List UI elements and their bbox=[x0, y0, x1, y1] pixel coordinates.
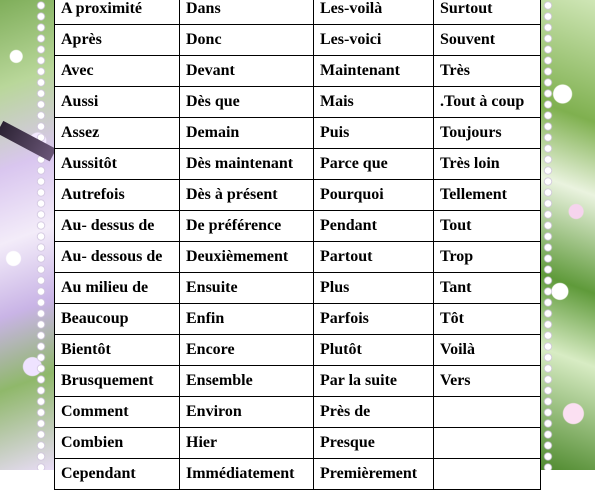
word-cell: Aussi bbox=[55, 87, 180, 118]
word-cell: Enfin bbox=[180, 304, 314, 335]
word-cell: Dans bbox=[180, 0, 314, 25]
word-cell: Pourquoi bbox=[314, 180, 434, 211]
word-cell: Puis bbox=[314, 118, 434, 149]
word-cell: Plutôt bbox=[314, 335, 434, 366]
word-cell: Tant bbox=[434, 273, 541, 304]
table-row bbox=[55, 304, 541, 335]
table-row bbox=[55, 118, 541, 149]
word-cell: Demain bbox=[180, 118, 314, 149]
word-cell: Surtout bbox=[434, 0, 541, 25]
table-row bbox=[55, 397, 541, 428]
word-cell: Beaucoup bbox=[55, 304, 180, 335]
word-cell: Au- dessus de bbox=[55, 211, 180, 242]
word-cell: Parce que bbox=[314, 149, 434, 180]
word-cell: Mais bbox=[314, 87, 434, 118]
word-cell: Premièrement bbox=[314, 459, 434, 490]
word-cell bbox=[434, 397, 541, 428]
table-row bbox=[55, 180, 541, 211]
word-cell: Encore bbox=[180, 335, 314, 366]
table-row bbox=[55, 149, 541, 180]
word-cell: Très loin bbox=[434, 149, 541, 180]
word-cell: Tout bbox=[434, 211, 541, 242]
table-row bbox=[55, 0, 541, 25]
table-row bbox=[55, 211, 541, 242]
word-cell: A proximité bbox=[55, 0, 180, 25]
word-cell: Combien bbox=[55, 428, 180, 459]
word-cell: Dès que bbox=[180, 87, 314, 118]
word-cell: Parfois bbox=[314, 304, 434, 335]
bead-string-decoration bbox=[543, 0, 553, 470]
word-cell: Bientôt bbox=[55, 335, 180, 366]
word-cell: Au- dessous de bbox=[55, 242, 180, 273]
word-cell: Aussitôt bbox=[55, 149, 180, 180]
word-cell: Près de bbox=[314, 397, 434, 428]
word-table bbox=[54, 0, 541, 490]
table-row bbox=[55, 335, 541, 366]
word-cell: Voilà bbox=[434, 335, 541, 366]
word-cell: Tellement bbox=[434, 180, 541, 211]
word-cell: Dès à présent bbox=[180, 180, 314, 211]
word-cell: Par la suite bbox=[314, 366, 434, 397]
bead-string-decoration bbox=[36, 0, 46, 470]
floral-border-left bbox=[0, 0, 54, 470]
word-cell: Ensemble bbox=[180, 366, 314, 397]
word-cell: Pendant bbox=[314, 211, 434, 242]
word-cell: Assez bbox=[55, 118, 180, 149]
table-row bbox=[55, 459, 541, 490]
word-cell: Autrefois bbox=[55, 180, 180, 211]
word-cell: Devant bbox=[180, 56, 314, 87]
word-cell: Trop bbox=[434, 242, 541, 273]
word-cell: Donc bbox=[180, 25, 314, 56]
table-row bbox=[55, 87, 541, 118]
word-cell bbox=[434, 428, 541, 459]
word-cell: Comment bbox=[55, 397, 180, 428]
word-cell: De préférence bbox=[180, 211, 314, 242]
word-cell: Les-voici bbox=[314, 25, 434, 56]
table-row bbox=[55, 242, 541, 273]
word-cell: Presque bbox=[314, 428, 434, 459]
word-cell: Les-voilà bbox=[314, 0, 434, 25]
word-cell: Avec bbox=[55, 56, 180, 87]
word-cell: Très bbox=[434, 56, 541, 87]
word-cell: Cependant bbox=[55, 459, 180, 490]
word-cell: Maintenant bbox=[314, 56, 434, 87]
word-cell: Ensuite bbox=[180, 273, 314, 304]
word-cell: Plus bbox=[314, 273, 434, 304]
word-cell: Vers bbox=[434, 366, 541, 397]
table-row bbox=[55, 428, 541, 459]
word-cell: Immédiatement bbox=[180, 459, 314, 490]
word-cell: .Tout à coup bbox=[434, 87, 541, 118]
word-cell: Toujours bbox=[434, 118, 541, 149]
word-cell: Après bbox=[55, 25, 180, 56]
word-cell: Tôt bbox=[434, 304, 541, 335]
word-cell: Environ bbox=[180, 397, 314, 428]
word-cell bbox=[434, 459, 541, 490]
word-cell: Au milieu de bbox=[55, 273, 180, 304]
word-cell: Dès maintenant bbox=[180, 149, 314, 180]
floral-border-right bbox=[541, 0, 595, 470]
table-row bbox=[55, 25, 541, 56]
word-cell: Partout bbox=[314, 242, 434, 273]
word-cell: Brusquement bbox=[55, 366, 180, 397]
table-row bbox=[55, 56, 541, 87]
table-row bbox=[55, 273, 541, 304]
word-cell: Deuxièmement bbox=[180, 242, 314, 273]
word-cell: Souvent bbox=[434, 25, 541, 56]
word-cell: Hier bbox=[180, 428, 314, 459]
table-row bbox=[55, 366, 541, 397]
